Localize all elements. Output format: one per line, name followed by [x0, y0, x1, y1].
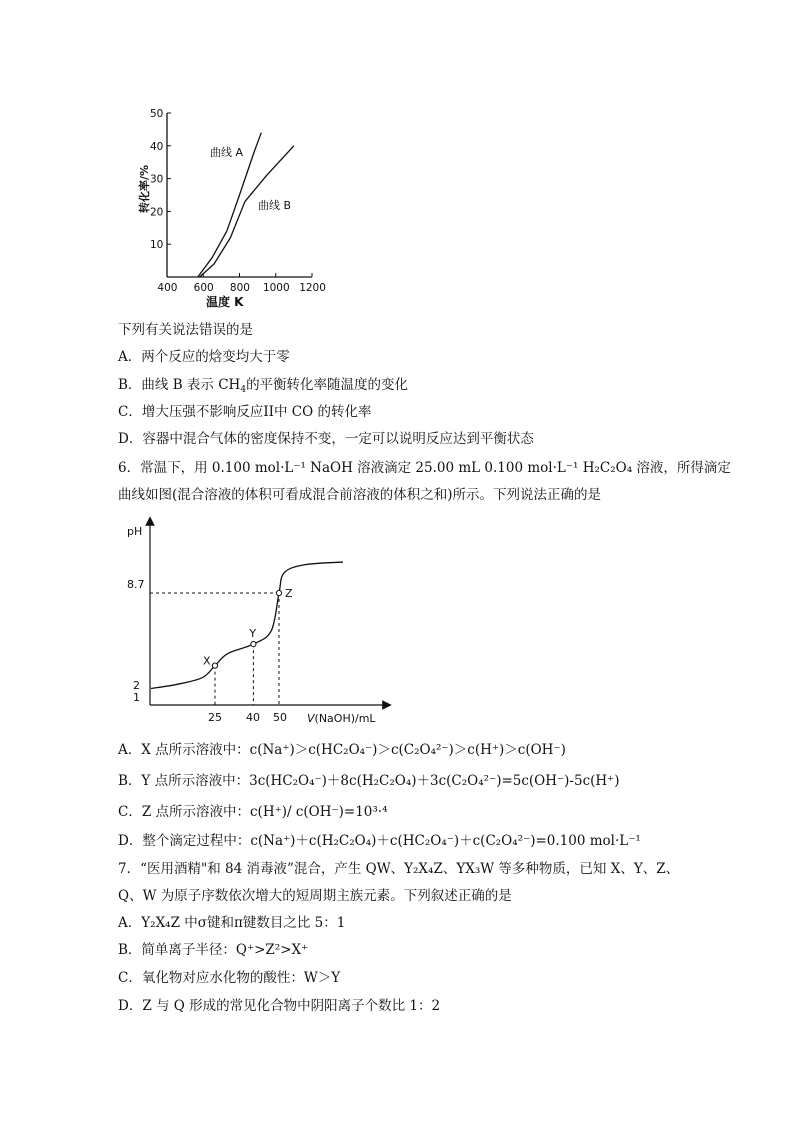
point-y-marker [251, 642, 256, 647]
chart1-ytick-label: 10 [150, 239, 164, 252]
q6-option-d: D．整个滴定过程中：c(Na⁺)＋c(H₂C₂O₄)＋c(HC₂O₄⁻)＋c(C₂O₄²⁻)=0.100 mol·L⁻¹ [118, 833, 641, 849]
q5-option-d: D．容器中混合气体的密度保持不变，一定可以说明反应达到平衡状态 [118, 431, 534, 447]
chart2-xtick-25: 25 [208, 711, 222, 724]
q6-option-b: B．Y 点所示溶液中：3c(HC₂O₄⁻)＋8c(H₂C₂O₄)＋3c(C₂O₄²⁻)=5c(OH⁻)-5c(H⁺) [118, 773, 620, 789]
chart1-ytick-label: 30 [150, 173, 164, 186]
chart1-xtick-label: 600 [193, 282, 214, 294]
q6-stem-line1: 6．常温下，用 0.100 mol·L⁻¹ NaOH 溶液滴定 25.00 mL 0.100 mol·L⁻¹ H₂C₂O₄ 溶液，所得滴定 [118, 460, 731, 476]
q5-option-c: C．增大压强不影响反应II中 CO 的转化率 [118, 404, 372, 420]
chart2-y-label: pH [127, 525, 143, 538]
chart1-y-label: 转化率/% [138, 164, 151, 213]
point-y-label: Y [249, 627, 257, 641]
chart1-ytick-label: 20 [150, 206, 164, 219]
q7-option-d: D．Z 与 Q 形成的常见化合物中阴阳离子个数比 1：2 [118, 998, 441, 1014]
chart2-xtick-40: 40 [246, 711, 260, 724]
point-x-marker [212, 663, 217, 668]
chart2-xtick-50: 50 [273, 711, 287, 724]
q6-stem-line2: 曲线如图(混合溶液的体积可看成混合前溶液的体积之和)所示。下列说法正确的是 [118, 487, 602, 503]
chart1-xtick-label: 1000 [262, 282, 290, 294]
q5-option-a: A．两个反应的焓变均大于零 [118, 349, 290, 365]
q5-stem: 下列有关说法错误的是 [118, 322, 253, 338]
chart2-ytick-1: 1 [133, 691, 140, 704]
chart2-x-label: V(NaOH)/mL [307, 712, 376, 725]
chart2-ytick-2: 2 [133, 679, 140, 692]
titration-curve-line [151, 562, 343, 688]
chart1-label-b: 曲线 B [258, 199, 292, 212]
conversion-temperature-chart [140, 105, 350, 310]
point-z-marker [276, 590, 281, 595]
point-z-label: Z [285, 587, 293, 600]
q7-stem-line2: Q、W 为原子序数依次增大的短周期主族元素。下列叙述正确的是 [118, 888, 512, 904]
chart1-xtick-label: 800 [229, 282, 250, 294]
chart1-xtick-label: 400 [157, 282, 178, 294]
chart1-label-a: 曲线 A [210, 146, 244, 159]
q7-stem-line1: 7．“医用酒精"和 84 消毒液”混合，产生 QW、Y₂X₄Z、YX₃W 等多种物质，已知 X、Y、Z、 [118, 861, 680, 877]
q6-option-a: A．X 点所示溶液中：c(Na⁺)＞c(HC₂O₄⁻)＞c(C₂O₄²⁻)＞c(H⁺)＞c(OH⁻) [118, 742, 566, 758]
chart1-xtick-label: 1200 [299, 282, 326, 294]
q7-option-c: C．氧化物对应水化物的酸性：W＞Y [118, 970, 341, 986]
q6-option-c: C．Z 点所示溶液中：c(H⁺)/ c(OH⁻)=10³·⁴ [118, 804, 388, 820]
q7-option-a: A．Y₂X₄Z 中σ键和π键数目之比 5：1 [118, 915, 346, 931]
chart2-ytick-8.7: 8.7 [127, 578, 145, 591]
q5-option-b: B．曲线 B 表示 $CH_4$的平衡转化率随温度的变化 [118, 377, 409, 395]
point-x-label: X [203, 654, 211, 668]
q7-option-b: B．简单离子半径：Q⁺>Z²>X⁺ [118, 942, 309, 958]
chart1-ytick-label: 40 [150, 140, 164, 153]
chart1-ytick-label: 50 [150, 108, 164, 120]
chart1-x-label: 温度 K [206, 295, 244, 309]
titration-curve-chart [125, 515, 395, 730]
